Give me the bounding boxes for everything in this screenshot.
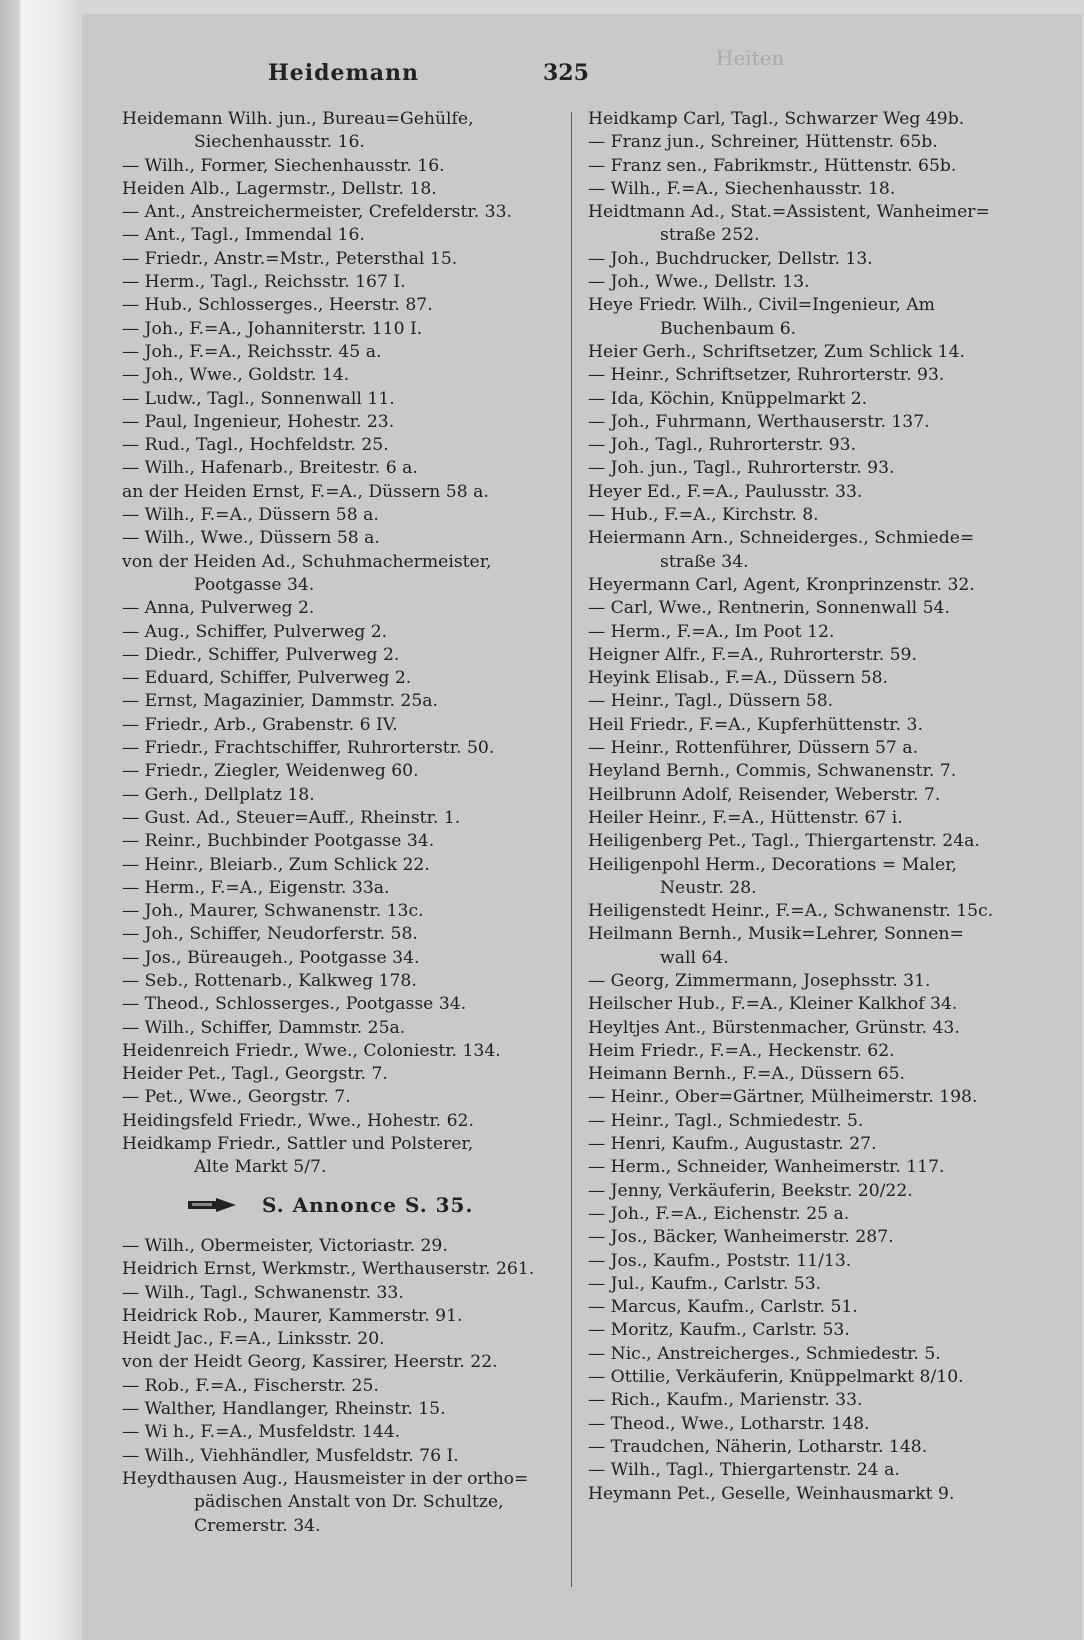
directory-entry <box>122 434 560 457</box>
directory-entry <box>588 830 1020 853</box>
entry-text: — Joh., Fuhrmann, Werthauserstr. 137. <box>588 411 930 432</box>
entry-continuation: straße 252. <box>660 225 760 246</box>
directory-entry <box>122 108 560 155</box>
entry-text: — Franz jun., Schreiner, Hüttenstr. 65b. <box>588 132 938 153</box>
entry-text: Heidemann Wilh. jun., Bureau=Gehülfe, <box>122 109 474 129</box>
directory-entry <box>122 1328 560 1351</box>
entry-text: — Heinr., Tagl., Düssern 58. <box>588 691 834 712</box>
directory-entry <box>122 854 560 877</box>
directory-entry <box>588 690 1020 713</box>
entry-text: — Ida, Köchin, Knüppelmarkt 2. <box>588 388 868 409</box>
entry-text: — Joh. jun., Tagl., Ruhrorterstr. 93. <box>588 458 895 479</box>
directory-entry <box>122 551 560 598</box>
entry-text: — Wilh., Hafenarb., Breitestr. 6 a. <box>122 458 418 479</box>
entry-text: — Theod., Wwe., Lotharstr. 148. <box>588 1413 870 1434</box>
entry-text: Heiligenberg Pet., Tagl., Thiergartenstr. 24a. <box>588 831 980 852</box>
directory-entry <box>588 737 1020 760</box>
directory-entry <box>122 224 560 247</box>
entry-text: von der Heidt Georg, Kassirer, Heerstr. 22. <box>122 1352 498 1373</box>
entry-continuation: Cremerstr. 34. <box>194 1515 321 1536</box>
directory-entry <box>122 178 560 201</box>
entry-text: Heye Friedr. Wilh., Civil=Ingenieur, Am <box>588 295 935 316</box>
directory-entry <box>588 621 1020 644</box>
directory-entry <box>122 1282 560 1305</box>
directory-entry <box>122 667 560 690</box>
directory-entry <box>588 1343 1020 1366</box>
entry-text: — Heinr., Rottenführer, Düssern 57 a. <box>588 738 919 759</box>
entry-text: — Jenny, Verkäuferin, Beekstr. 20/22. <box>588 1180 913 1201</box>
entry-text: Heiler Heinr., F.=A., Hüttenstr. 67 i. <box>588 807 903 828</box>
directory-entry <box>122 900 560 923</box>
directory-entry <box>588 1063 1020 1086</box>
directory-entry <box>122 1063 560 1086</box>
running-head: Heidemann <box>268 60 420 86</box>
entry-text: — Anna, Pulverweg 2. <box>122 598 315 619</box>
entry-text: — Wilh., F.=A., Siechenhausstr. 18. <box>588 178 896 199</box>
directory-entry <box>122 155 560 178</box>
entry-text: Heil Friedr., F.=A., Kupferhüttenstr. 3. <box>588 714 923 735</box>
directory-entry <box>122 318 560 341</box>
entry-text: — Seb., Rottenarb., Kalkweg 178. <box>122 970 417 991</box>
directory-entry <box>122 1351 560 1374</box>
directory-entry <box>588 1086 1020 1109</box>
entry-text: Heilmann Bernh., Musik=Lehrer, Sonnen= <box>588 924 964 945</box>
directory-entry <box>588 644 1020 667</box>
directory-entry <box>588 993 1020 1016</box>
entry-text: Heiligenstedt Heinr., F.=A., Schwanenstr. 15c. <box>588 901 994 922</box>
entry-text: — Friedr., Anstr.=Mstr., Petersthal 15. <box>122 248 458 269</box>
directory-entry <box>588 108 1020 131</box>
entry-text: Heyermann Carl, Agent, Kronprinzenstr. 32. <box>588 574 975 595</box>
directory-entry <box>122 714 560 737</box>
entry-text: Heiligenpohl Herm., Decorations = Maler, <box>588 854 958 875</box>
entry-text: — Heinr., Ober=Gärtner, Mülheimerstr. 198. <box>588 1087 978 1108</box>
directory-entry <box>588 714 1020 737</box>
entry-text: von der Heiden Ad., Schuhmachermeister, <box>122 551 492 572</box>
right-column <box>588 108 1020 1506</box>
entry-text: — Hub., Schlosserges., Heerstr. 87. <box>122 295 433 316</box>
directory-entry <box>122 248 560 271</box>
entry-text: Heier Gerh., Schriftsetzer, Zum Schlick 14. <box>588 341 965 362</box>
entry-text: — Reinr., Buchbinder Pootgasse 34. <box>122 831 435 852</box>
entry-text: — Gerh., Dellplatz 18. <box>122 784 315 805</box>
entry-text: — Paul, Ingenieur, Hohestr. 23. <box>122 411 395 432</box>
entry-text: — Herm., F.=A., Eigenstr. 33a. <box>122 877 390 898</box>
directory-entry <box>588 900 1020 923</box>
directory-entry <box>122 1040 560 1063</box>
directory-entry <box>588 923 1020 970</box>
entry-text: — Rich., Kaufm., Marienstr. 33. <box>588 1390 863 1411</box>
directory-entry <box>122 947 560 970</box>
directory-entry <box>122 341 560 364</box>
entry-text: — Diedr., Schiffer, Pulverweg 2. <box>122 644 400 665</box>
entry-text: — Friedr., Arb., Grabenstr. 6 IV. <box>122 714 398 735</box>
entry-text: Heymann Pet., Geselle, Weinhausmarkt 9. <box>588 1483 955 1504</box>
entry-text: — Rud., Tagl., Hochfeldstr. 25. <box>122 435 389 456</box>
entry-text: Heyland Bernh., Commis, Schwanenstr. 7. <box>588 761 957 782</box>
left-entry-list <box>122 108 560 1180</box>
directory-entry <box>588 131 1020 154</box>
directory-entry <box>122 830 560 853</box>
entry-text: — Heinr., Schriftsetzer, Ruhrorterstr. 93. <box>588 365 945 386</box>
directory-entry <box>122 690 560 713</box>
entry-text: — Ottilie, Verkäuferin, Knüppelmarkt 8/10. <box>588 1367 964 1388</box>
entry-text: — Wi h., F.=A., Musfeldstr. 144. <box>122 1422 401 1443</box>
entry-text: Heyer Ed., F.=A., Paulusstr. 33. <box>588 481 863 502</box>
entry-text: — Joh., F.=A., Johanniterstr. 110 I. <box>122 318 423 339</box>
directory-entry <box>588 341 1020 364</box>
directory-entry <box>588 481 1020 504</box>
directory-entry <box>122 1258 560 1281</box>
entry-text: — Jul., Kaufm., Carlstr. 53. <box>588 1273 822 1294</box>
directory-entry <box>122 1017 560 1040</box>
entry-text: Heimann Bernh., F.=A., Düssern 65. <box>588 1064 906 1085</box>
page-number: 325 <box>543 60 589 86</box>
directory-entry <box>122 737 560 760</box>
directory-entry <box>122 621 560 644</box>
entry-continuation: pädischen Anstalt von Dr. Schultze, <box>194 1492 504 1513</box>
page-header <box>0 46 1084 92</box>
directory-entry <box>588 1040 1020 1063</box>
directory-entry <box>588 271 1020 294</box>
entry-text: — Joh., Tagl., Ruhrorterstr. 93. <box>588 435 857 456</box>
bleed-through-text: Heiten <box>716 46 785 70</box>
directory-entry <box>588 155 1020 178</box>
entry-continuation: Neustr. 28. <box>660 877 757 898</box>
entry-continuation: Alte Markt 5/7. <box>194 1157 327 1178</box>
entry-text: Heidenreich Friedr., Wwe., Coloniestr. 134. <box>122 1040 501 1061</box>
entry-continuation: straße 34. <box>660 551 749 572</box>
annonce-reference <box>122 1194 560 1217</box>
directory-entry <box>588 1413 1020 1436</box>
entry-continuation: Siechenhausstr. 16. <box>194 132 365 153</box>
entry-text: Heidingsfeld Friedr., Wwe., Hohestr. 62. <box>122 1110 474 1131</box>
directory-entry <box>588 1110 1020 1133</box>
entry-text: — Franz sen., Fabrikmstr., Hüttenstr. 65b. <box>588 155 957 176</box>
directory-entry <box>588 411 1020 434</box>
directory-entry <box>588 504 1020 527</box>
entry-text: Heider Pet., Tagl., Georgstr. 7. <box>122 1064 388 1085</box>
directory-entry <box>122 877 560 900</box>
directory-entry <box>588 597 1020 620</box>
entry-text: — Walther, Handlanger, Rheinstr. 15. <box>122 1399 446 1420</box>
left-column <box>122 108 560 1538</box>
directory-entry <box>588 1250 1020 1273</box>
directory-entry <box>588 1436 1020 1459</box>
entry-text: — Georg, Zimmermann, Josephsstr. 31. <box>588 970 931 991</box>
directory-entry <box>588 1017 1020 1040</box>
entry-text: — Aug., Schiffer, Pulverweg 2. <box>122 621 388 642</box>
entry-text: — Friedr., Ziegler, Weidenweg 60. <box>122 761 419 782</box>
binding-shadow <box>0 0 78 1640</box>
entry-text: — Rob., F.=A., Fischerstr. 25. <box>122 1375 379 1396</box>
entry-text: Heyink Elisab., F.=A., Düssern 58. <box>588 668 888 689</box>
entry-text: Heiermann Arn., Schneiderges., Schmiede= <box>588 528 975 549</box>
entry-text: Heiden Alb., Lagermstr., Dellstr. 18. <box>122 178 437 199</box>
entry-text: — Joh., F.=A., Reichsstr. 45 a. <box>122 341 382 362</box>
entry-text: — Herm., Schneider, Wanheimerstr. 117. <box>588 1157 945 1178</box>
directory-entry <box>122 294 560 317</box>
entry-text: — Wilh., Tagl., Schwanenstr. 33. <box>122 1282 404 1303</box>
directory-entry <box>588 807 1020 830</box>
entry-text: — Joh., Maurer, Schwanenstr. 13c. <box>122 901 424 922</box>
directory-entry <box>122 1375 560 1398</box>
entry-text: — Jos., Büreaugeh., Pootgasse 34. <box>122 947 420 968</box>
entry-text: Heigner Alfr., F.=A., Ruhrorterstr. 59. <box>588 644 917 665</box>
entry-text: Heilscher Hub., F.=A., Kleiner Kalkhof 34. <box>588 994 958 1015</box>
entry-text: — Wilh., F.=A., Düssern 58 a. <box>122 505 379 526</box>
entry-text: Heidt Jac., F.=A., Linksstr. 20. <box>122 1329 385 1350</box>
directory-entry <box>122 1086 560 1109</box>
directory-entry <box>122 993 560 1016</box>
directory-entry <box>122 201 560 224</box>
directory-entry <box>588 1156 1020 1179</box>
directory-entry <box>588 970 1020 993</box>
directory-entry <box>122 271 560 294</box>
entry-text: — Jos., Bäcker, Wanheimerstr. 287. <box>588 1227 894 1248</box>
entry-text: — Eduard, Schiffer, Pulverweg 2. <box>122 668 412 689</box>
directory-entry <box>588 760 1020 783</box>
directory-entry <box>588 434 1020 457</box>
directory-entry <box>588 1273 1020 1296</box>
entry-text: — Heinr., Bleiarb., Zum Schlick 22. <box>122 854 430 875</box>
directory-entry <box>122 1110 560 1133</box>
entry-text: — Heinr., Tagl., Schmiedestr. 5. <box>588 1110 864 1131</box>
entry-text: — Wilh., Obermeister, Victoriastr. 29. <box>122 1235 448 1256</box>
entry-text: — Friedr., Frachtschiffer, Ruhrorterstr. 50. <box>122 738 495 759</box>
entry-text: — Traudchen, Näherin, Lotharstr. 148. <box>588 1436 928 1457</box>
directory-entry <box>588 457 1020 480</box>
entry-text: — Ant., Anstreichermeister, Crefelderstr. 33. <box>122 202 512 223</box>
entry-text: — Wilh., Schiffer, Dammstr. 25a. <box>122 1017 406 1038</box>
entry-text: — Wilh., Viehhändler, Musfeldstr. 76 I. <box>122 1445 459 1466</box>
entry-text: — Moritz, Kaufm., Carlstr. 53. <box>588 1320 850 1341</box>
directory-entry <box>588 1203 1020 1226</box>
entry-text: — Joh., Schiffer, Neudorferstr. 58. <box>122 924 418 945</box>
entry-continuation: Pootgasse 34. <box>194 574 315 595</box>
column-divider <box>571 112 572 1587</box>
directory-entry <box>588 178 1020 201</box>
directory-entry <box>122 644 560 667</box>
entry-text: — Pet., Wwe., Georgstr. 7. <box>122 1087 351 1108</box>
directory-entry <box>588 248 1020 271</box>
entry-text: — Carl, Wwe., Rentnerin, Sonnenwall 54. <box>588 598 950 619</box>
entry-text: — Henri, Kaufm., Augustastr. 27. <box>588 1134 877 1155</box>
directory-entry <box>122 481 560 504</box>
entry-text: — Joh., Wwe., Dellstr. 13. <box>588 272 810 293</box>
directory-entry <box>588 1389 1020 1412</box>
entry-text: — Ludw., Tagl., Sonnenwall 11. <box>122 388 395 409</box>
directory-entry <box>122 1398 560 1421</box>
directory-entry <box>588 1459 1020 1482</box>
entry-text: — Nic., Anstreicherges., Schmiedestr. 5. <box>588 1343 941 1364</box>
directory-entry <box>588 854 1020 901</box>
entry-text: — Joh., Buchdrucker, Dellstr. 13. <box>588 248 873 269</box>
directory-entry <box>588 1366 1020 1389</box>
entry-text: — Wilh., Wwe., Düssern 58 a. <box>122 528 380 549</box>
directory-entry <box>122 1421 560 1444</box>
entry-continuation: wall 64. <box>660 947 729 968</box>
right-entry-list <box>588 108 1020 1506</box>
directory-entry <box>122 1305 560 1328</box>
entry-text: — Wilh., Former, Siechenhausstr. 16. <box>122 155 445 176</box>
entry-text: an der Heiden Ernst, F.=A., Düssern 58 a. <box>122 481 489 502</box>
pointing-hand-icon <box>186 1197 242 1215</box>
annonce-text: S. Annonce S. 35. <box>261 1192 474 1217</box>
directory-entry <box>588 1483 1020 1506</box>
entry-text: — Joh., F.=A., Eichenstr. 25 a. <box>588 1203 850 1224</box>
entry-text: Heim Friedr., F.=A., Heckenstr. 62. <box>588 1040 895 1061</box>
entry-text: — Hub., F.=A., Kirchstr. 8. <box>588 505 819 526</box>
directory-entry <box>122 1133 560 1180</box>
entry-text: — Joh., Wwe., Goldstr. 14. <box>122 365 350 386</box>
directory-entry <box>588 294 1020 341</box>
directory-entry <box>588 1180 1020 1203</box>
directory-entry <box>588 1319 1020 1342</box>
entry-text: Heidrich Ernst, Werkmstr., Werthauserstr. 261. <box>122 1259 535 1280</box>
directory-entry <box>122 597 560 620</box>
entry-text: Heydthausen Aug., Hausmeister in der ortho= <box>122 1468 529 1489</box>
directory-entry <box>588 574 1020 597</box>
entry-continuation: Buchenbaum 6. <box>660 318 797 339</box>
entry-text: Heilbrunn Adolf, Reisender, Weberstr. 7. <box>588 784 941 805</box>
directory-entry <box>122 1445 560 1468</box>
directory-entry <box>122 784 560 807</box>
directory-entry <box>122 923 560 946</box>
directory-entry <box>122 1468 560 1538</box>
directory-entry <box>122 411 560 434</box>
entry-text: — Wilh., Tagl., Thiergartenstr. 24 a. <box>588 1460 900 1481</box>
entry-text: — Herm., Tagl., Reichsstr. 167 I. <box>122 272 406 293</box>
entry-text: Heidrick Rob., Maurer, Kammerstr. 91. <box>122 1305 463 1326</box>
directory-entry <box>588 364 1020 387</box>
directory-entry <box>122 760 560 783</box>
directory-entry <box>588 1133 1020 1156</box>
directory-entry <box>122 807 560 830</box>
entry-text: Heidkamp Friedr., Sattler und Polsterer, <box>122 1134 474 1155</box>
directory-entry <box>588 784 1020 807</box>
directory-entry <box>122 527 560 550</box>
entry-text: — Jos., Kaufm., Poststr. 11/13. <box>588 1250 852 1271</box>
directory-entry <box>122 504 560 527</box>
directory-entry <box>122 970 560 993</box>
directory-entry <box>122 457 560 480</box>
directory-entry <box>122 364 560 387</box>
left-entry-list-after <box>122 1235 560 1538</box>
entry-text: — Theod., Schlosserges., Pootgasse 34. <box>122 994 467 1015</box>
directory-entry <box>588 667 1020 690</box>
directory-entry <box>588 1296 1020 1319</box>
entry-text: — Marcus, Kaufm., Carlstr. 51. <box>588 1297 858 1318</box>
entry-text: Heidtmann Ad., Stat.=Assistent, Wanheimer= <box>588 202 990 223</box>
directory-entry <box>588 1226 1020 1249</box>
directory-entry <box>588 388 1020 411</box>
entry-text: — Herm., F.=A., Im Poot 12. <box>588 621 835 642</box>
entry-text: Heyltjes Ant., Bürstenmacher, Grünstr. 43. <box>588 1017 960 1038</box>
directory-entry <box>122 388 560 411</box>
directory-entry <box>588 527 1020 574</box>
entry-text: Heidkamp Carl, Tagl., Schwarzer Weg 49b. <box>588 109 965 129</box>
entry-text: — Gust. Ad., Steuer=Auff., Rheinstr. 1. <box>122 807 461 828</box>
directory-entry <box>588 201 1020 248</box>
entry-text: — Ant., Tagl., Immendal 16. <box>122 225 365 246</box>
entry-text: — Ernst, Magazinier, Dammstr. 25a. <box>122 691 438 712</box>
directory-entry <box>122 1235 560 1258</box>
